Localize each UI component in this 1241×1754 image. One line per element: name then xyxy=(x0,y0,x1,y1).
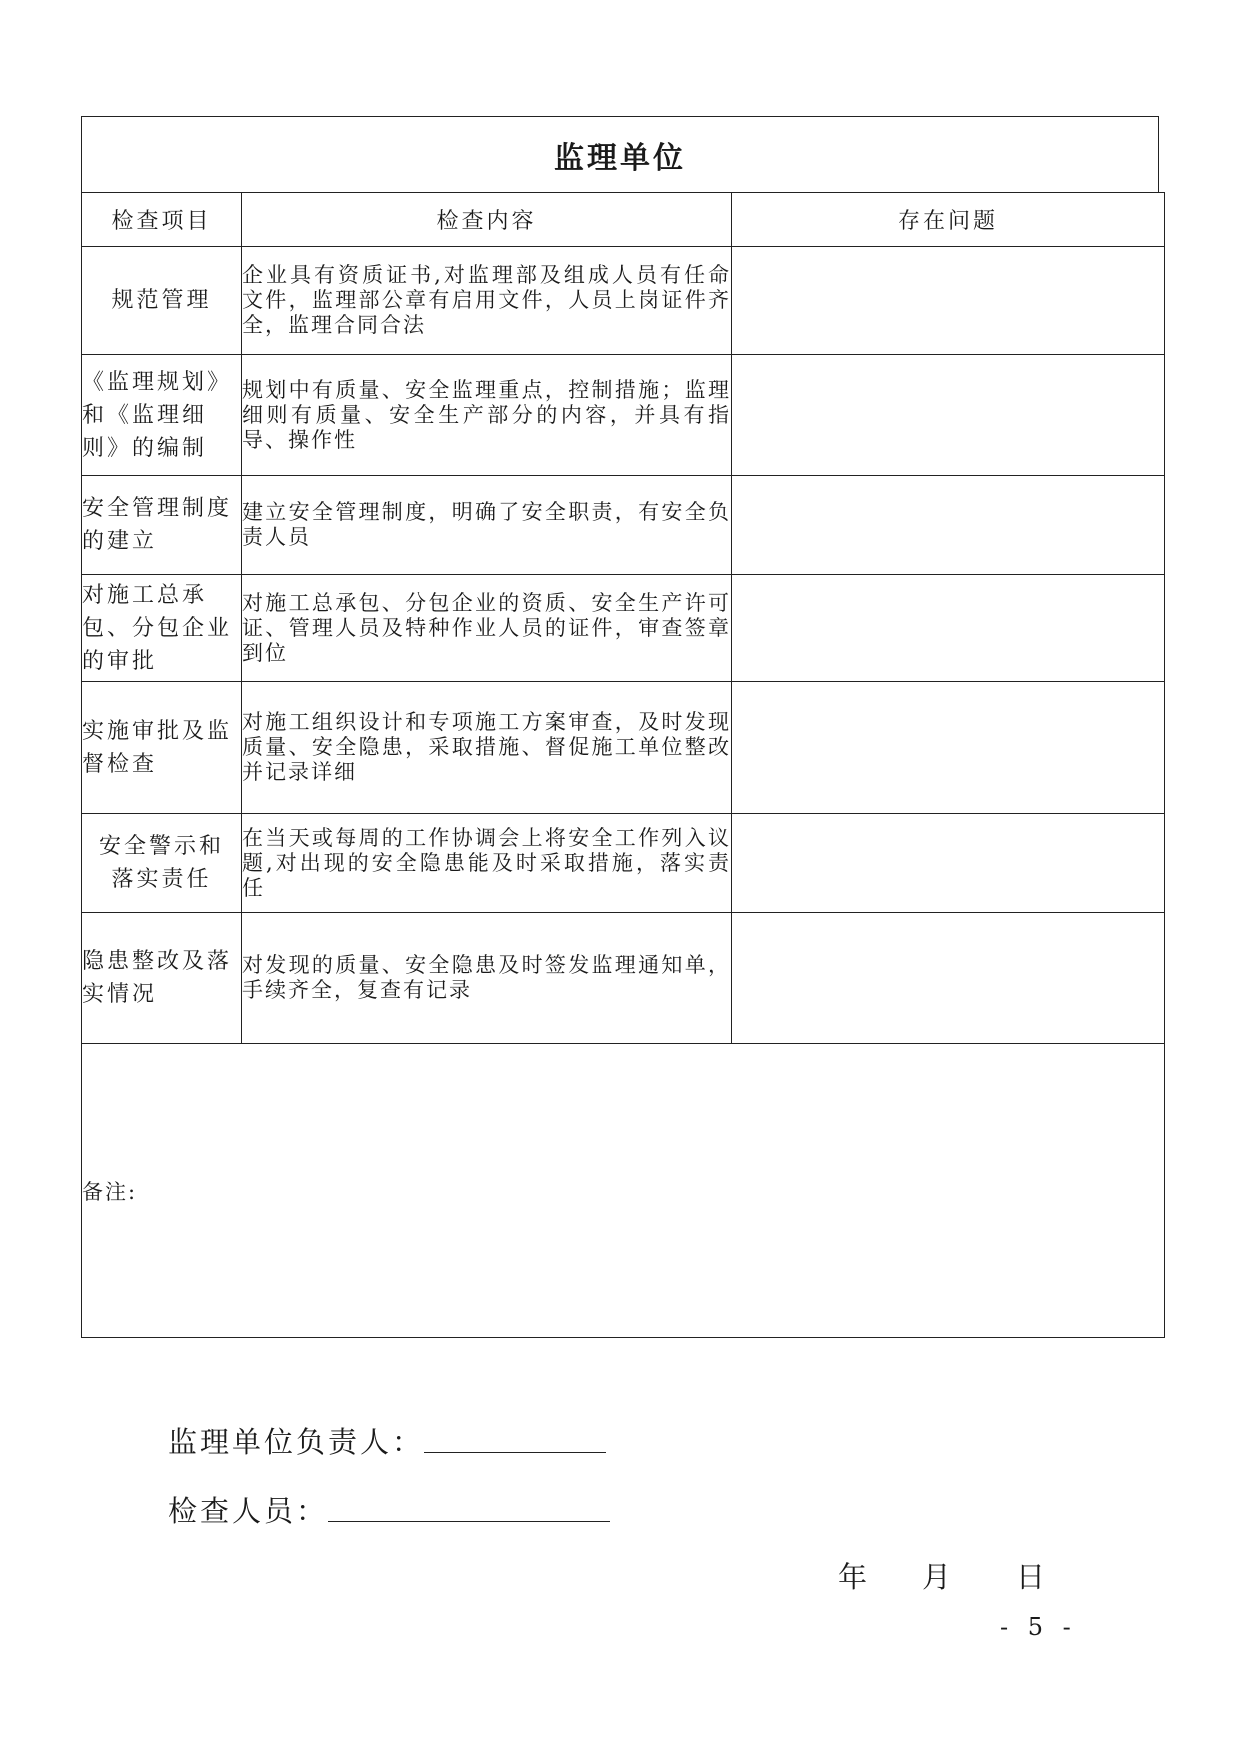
table-row xyxy=(82,355,1165,476)
row-content: 建立安全管理制度，明确了安全职责，有安全负责人员 xyxy=(242,476,732,575)
inspector-label: 检查人员： xyxy=(168,1494,329,1528)
row-content: 企业具有资质证书,对监理部及组成人员有任命文件，监理部公章有启用文件，人员上岗证件齐全，监理合同合法 xyxy=(242,247,732,355)
row-content: 对发现的质量、安全隐患及时签发监理通知单，手续齐全，复查有记录 xyxy=(242,913,732,1044)
row-issue xyxy=(732,247,1165,355)
row-issue xyxy=(732,682,1165,814)
table-row xyxy=(82,814,1165,913)
header-issue: 存在问题 xyxy=(732,193,1165,247)
inspector-signature-line[interactable] xyxy=(328,1520,610,1522)
row-item: 实施审批及监督检查 xyxy=(82,682,242,814)
date-month: 月 xyxy=(922,1560,952,1594)
inspector-signature xyxy=(168,1489,610,1530)
row-issue xyxy=(732,476,1165,575)
row-content: 在当天或每周的工作协调会上将安全工作列入议题,对出现的安全隐患能及时采取措施，落实责任 xyxy=(242,814,732,913)
row-issue xyxy=(732,814,1165,913)
row-issue xyxy=(732,575,1165,682)
remarks-row xyxy=(82,1044,1165,1338)
table-row xyxy=(82,575,1165,682)
row-item: 规范管理 xyxy=(82,247,242,355)
row-item: 安全管理制度的建立 xyxy=(82,476,242,575)
form-title-box xyxy=(81,116,1159,192)
date-day: 日 xyxy=(1016,1560,1046,1594)
form-title: 监理单位 xyxy=(554,140,686,176)
row-item: 隐患整改及落实情况 xyxy=(82,913,242,1044)
inspection-table xyxy=(81,192,1165,1338)
row-content: 对施工总承包、分包企业的资质、安全生产许可证、管理人员及特种作业人员的证件，审查签章到位 xyxy=(242,575,732,682)
header-content: 检查内容 xyxy=(242,193,732,247)
date-line xyxy=(838,1555,1045,1596)
remarks-label: 备注: xyxy=(82,1179,138,1204)
row-item: 对施工总承包、分包企业的审批 xyxy=(82,575,242,682)
table-row xyxy=(82,682,1165,814)
remarks-cell[interactable] xyxy=(82,1044,1165,1338)
header-item: 检查项目 xyxy=(82,193,242,247)
table-row xyxy=(82,476,1165,575)
table-row xyxy=(82,247,1165,355)
supervisor-signature-line[interactable] xyxy=(424,1451,606,1453)
table-row xyxy=(82,913,1165,1044)
date-year: 年 xyxy=(838,1560,868,1594)
page-number: - 5 - xyxy=(1000,1613,1077,1641)
row-content: 对施工组织设计和专项施工方案审查，及时发现质量、安全隐患，采取措施、督促施工单位整改并记录详细 xyxy=(242,682,732,814)
row-content: 规划中有质量、安全监理重点，控制措施；监理细则有质量、安全生产部分的内容，并具有指导、操作性 xyxy=(242,355,732,476)
row-item: 安全警示和落实责任 xyxy=(82,814,242,913)
table-header-row xyxy=(82,193,1165,247)
row-item: 《监理规划》和《监理细则》的编制 xyxy=(82,355,242,476)
supervisor-label: 监理单位负责人： xyxy=(168,1425,425,1459)
row-issue xyxy=(732,355,1165,476)
row-issue xyxy=(732,913,1165,1044)
supervisor-signature xyxy=(168,1420,606,1461)
